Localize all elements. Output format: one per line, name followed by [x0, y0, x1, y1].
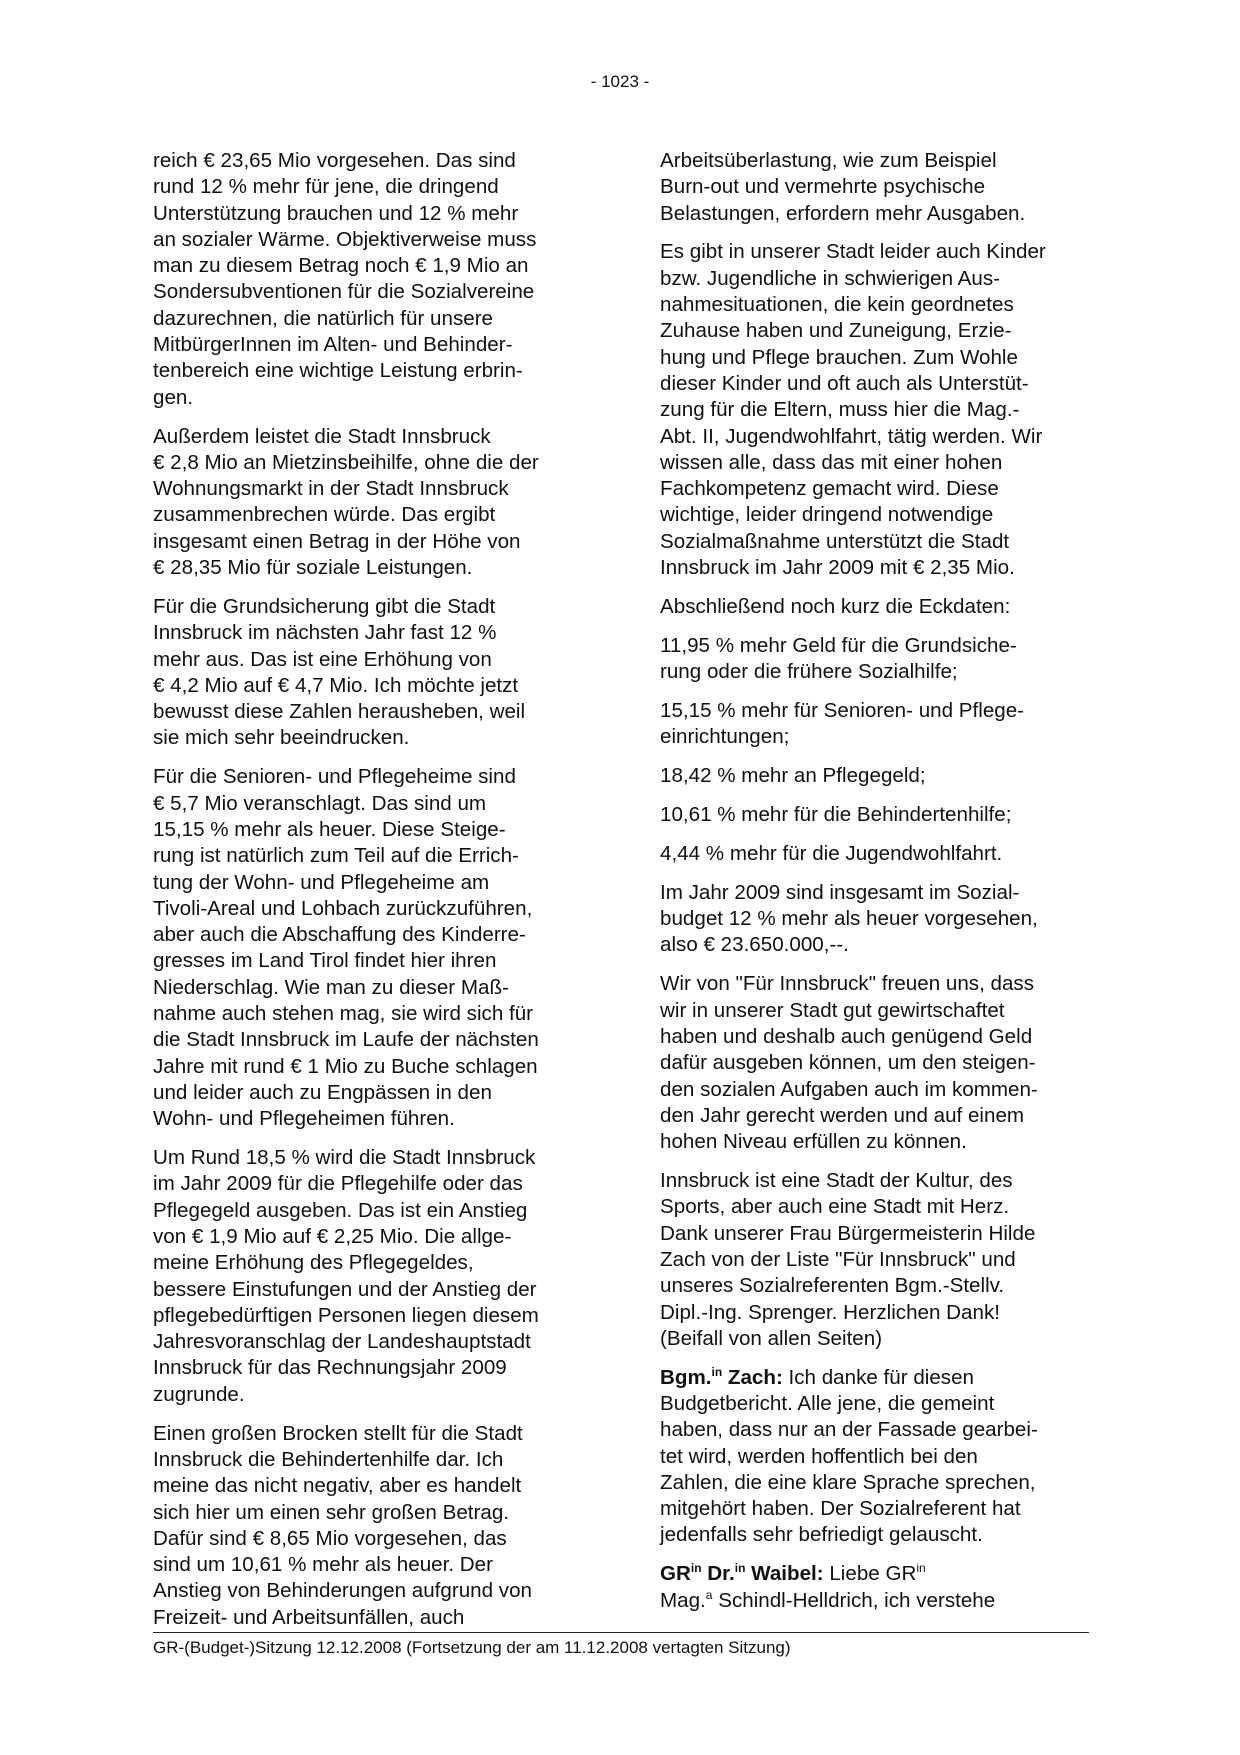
- paragraph: Einen großen Brocken stellt für die Stadt Innsbruck die Behindertenhilfe dar. Ich meine das nicht negativ, aber es handelt sich hier um einen sehr großen Betrag. Dafür sind € 8,65 Mio vorgesehen, das sind um 10,61 % mehr als heuer. Der Anstieg von Behinderungen aufgrund von Freizeit- und Arbeitsunfällen, auch: [153, 1421, 532, 1629]
- paragraph: Innsbruck ist eine Stadt der Kultur, des Sports, aber auch eine Stadt mit Herz. Dank unserer Frau Bürgermeisterin Hilde Zach von der Liste "Für Innsbruck" und unseres Sozialreferenten Bgm.-Stellv. Dipl.-Ing. Sprenger. Herzlichen Dank! (Beifall von allen Seiten): [660, 1169, 1036, 1350]
- speech-waibel: [660, 1561, 1100, 1614]
- paragraph: Arbeitsüberlastung, wie zum Beispiel Burn-out und vermehrte psychische Belastungen, erfordern mehr Ausgaben.: [660, 149, 1026, 225]
- paragraph: 15,15 % mehr für Senioren- und Pflege- einrichtungen;: [660, 699, 1025, 749]
- page-number: - 1023 -: [590, 72, 650, 91]
- superscript: a: [705, 1587, 713, 1602]
- footer: GR-(Budget-)Sitzung 12.12.2008 (Fortsetzung der am 11.12.2008 vertagten Sitzung): [153, 1638, 791, 1657]
- speaker-surname: Zach:: [722, 1365, 783, 1389]
- speaker-surname: Waibel:: [745, 1562, 824, 1586]
- speaker-name: [660, 1562, 824, 1585]
- paragraph: Es gibt in unserer Stadt leider auch Kinder bzw. Jugendliche in schwierigen Aus- nahmesituationen, die kein geordnetes Zuhause haben und Zuneigung, Erzie- hung und Pflege brauchen. Zum Wohle dieser Kinder und oft auch als Unterstüt- zung für die Eltern, muss hier die Mag.- Abt. II, Jugendwohlfahrt, tätig werden. Wir wissen alle, dass das mit einer hohen Fachkompetenz gemacht wird. Diese wichtige, leider dringend notwendige Sozialmaßnahme unterstützt die Stadt Innsbruck im Jahr 2009 mit € 2,35 Mio.: [660, 240, 1046, 580]
- paragraph: Für die Senioren- und Pflegeheime sind € 5,7 Mio veranschlagt. Das sind um 15,15 % mehr als heuer. Diese Steige- rung ist natürlich zum Teil auf die Errich- tung der Wohn- und Pflegeheime am Tivoli-Areal und Lohbach zurückzuführen, aber auch die Abschaffung des Kinderre- gresses im Land Tirol findet hier ihren Niederschlag. Wie man zu dieser Maß- nahme auch stehen mag, sie wird sich für die Stadt Innsbruck im Laufe der nächsten Jahre mit rund € 1 Mio zu Buche schlagen und leider auch zu Engpässen in den Wohn- und Pflegeheimen führen.: [153, 765, 539, 1131]
- paragraph: 10,61 % mehr für die Behindertenhilfe;: [660, 803, 1012, 827]
- left-column: [153, 148, 593, 1644]
- speech-zach: [660, 1365, 1100, 1549]
- speaker-title: GR: [660, 1562, 691, 1586]
- superscript: in: [734, 1561, 746, 1576]
- right-column: [660, 148, 1100, 1627]
- paragraph: Im Jahr 2009 sind insgesamt im Sozial- budget 12 % mehr als heuer vorgesehen, also € 23.650.000,--.: [660, 880, 1038, 957]
- paragraph: Für die Grundsicherung gibt die Stadt Innsbruck im nächsten Jahr fast 12 % mehr aus. Das ist eine Erhöhung von € 4,2 Mio auf € 4,7 Mio. Ich möchte jetzt bewusst diese Zahlen herausheben, weil sie mich sehr beeindrucken.: [153, 594, 526, 750]
- paragraph: Um Rund 18,5 % wird die Stadt Innsbruck im Jahr 2009 für die Pflegehilfe oder das Pflegegeld ausgeben. Das ist ein Anstieg von € 1,9 Mio auf € 2,25 Mio. Die allge- meine Erhöhung des Pflegegeldes, bessere Einstufungen und der Anstieg der pflegebedürftigen Personen liegen diesem Jahresvoranschlag der Landeshauptstadt Innsbruck für das Rechnungsjahr 2009 zugrunde.: [153, 1146, 539, 1406]
- paragraph: Abschließend noch kurz die Eckdaten:: [660, 594, 1011, 618]
- paragraph: 11,95 % mehr Geld für die Grundsiche- rung oder die frühere Sozialhilfe;: [660, 633, 1017, 684]
- speech-text: Liebe GR: [823, 1562, 917, 1586]
- speech-text: Schindl-Helldrich, ich verstehe: [712, 1588, 996, 1612]
- superscript: in: [690, 1561, 702, 1576]
- speaker-title: Bgm.: [660, 1365, 712, 1389]
- paragraph: 18,42 % mehr an Pflegegeld;: [660, 764, 926, 788]
- paragraph: 4,44 % mehr für die Jugendwohlfahrt.: [660, 841, 1003, 865]
- speech-text: Mag.: [660, 1588, 706, 1612]
- paragraph: reich € 23,65 Mio vorgesehen. Das sind rund 12 % mehr für jene, die dringend Unterstützung brauchen und 12 % mehr an sozialer Wärme. Objektiverweise muss man zu diesem Betrag noch € 1,9 Mio an Sondersubventionen für die Sozialvereine dazurechnen, die natürlich für unsere MitbürgerInnen im Alten- und Behinder- tenbereich eine wichtige Leistung erbrin- gen.: [153, 149, 537, 409]
- speaker-title: Dr.: [701, 1562, 735, 1586]
- speaker-name: [660, 1366, 783, 1389]
- footer-rule: [153, 1632, 1089, 1633]
- speech-text: Ich danke für diesen Budgetbericht. Alle jene, die gemeint haben, dass nur an der Fassade gearbei- tet wird, werden hoffentlich bei den Zahlen, die eine klare Sprache sprechen, mitgehört haben. Der Sozialreferent hat jedenfalls sehr befriedigt gelauscht.: [660, 1365, 1038, 1547]
- paragraph: Außerdem leistet die Stadt Innsbruck € 2,8 Mio an Mietzinsbeihilfe, ohne die der Wohnungsmarkt in der Stadt Innsbruck zusammenbrechen würde. Das ergibt insgesamt einen Betrag in der Höhe von € 28,35 Mio für soziale Leistungen.: [153, 424, 539, 580]
- superscript: in: [916, 1561, 926, 1576]
- paragraph: Wir von "Für Innsbruck" freuen uns, dass wir in unserer Stadt gut gewirtschaftet haben und deshalb auch genügend Geld dafür ausgeben können, um den steigen- den sozialen Aufgaben auch im kommen- den Jahr gerecht werden und auf einem hohen Niveau erfüllen zu können.: [660, 972, 1038, 1154]
- superscript: in: [711, 1364, 723, 1379]
